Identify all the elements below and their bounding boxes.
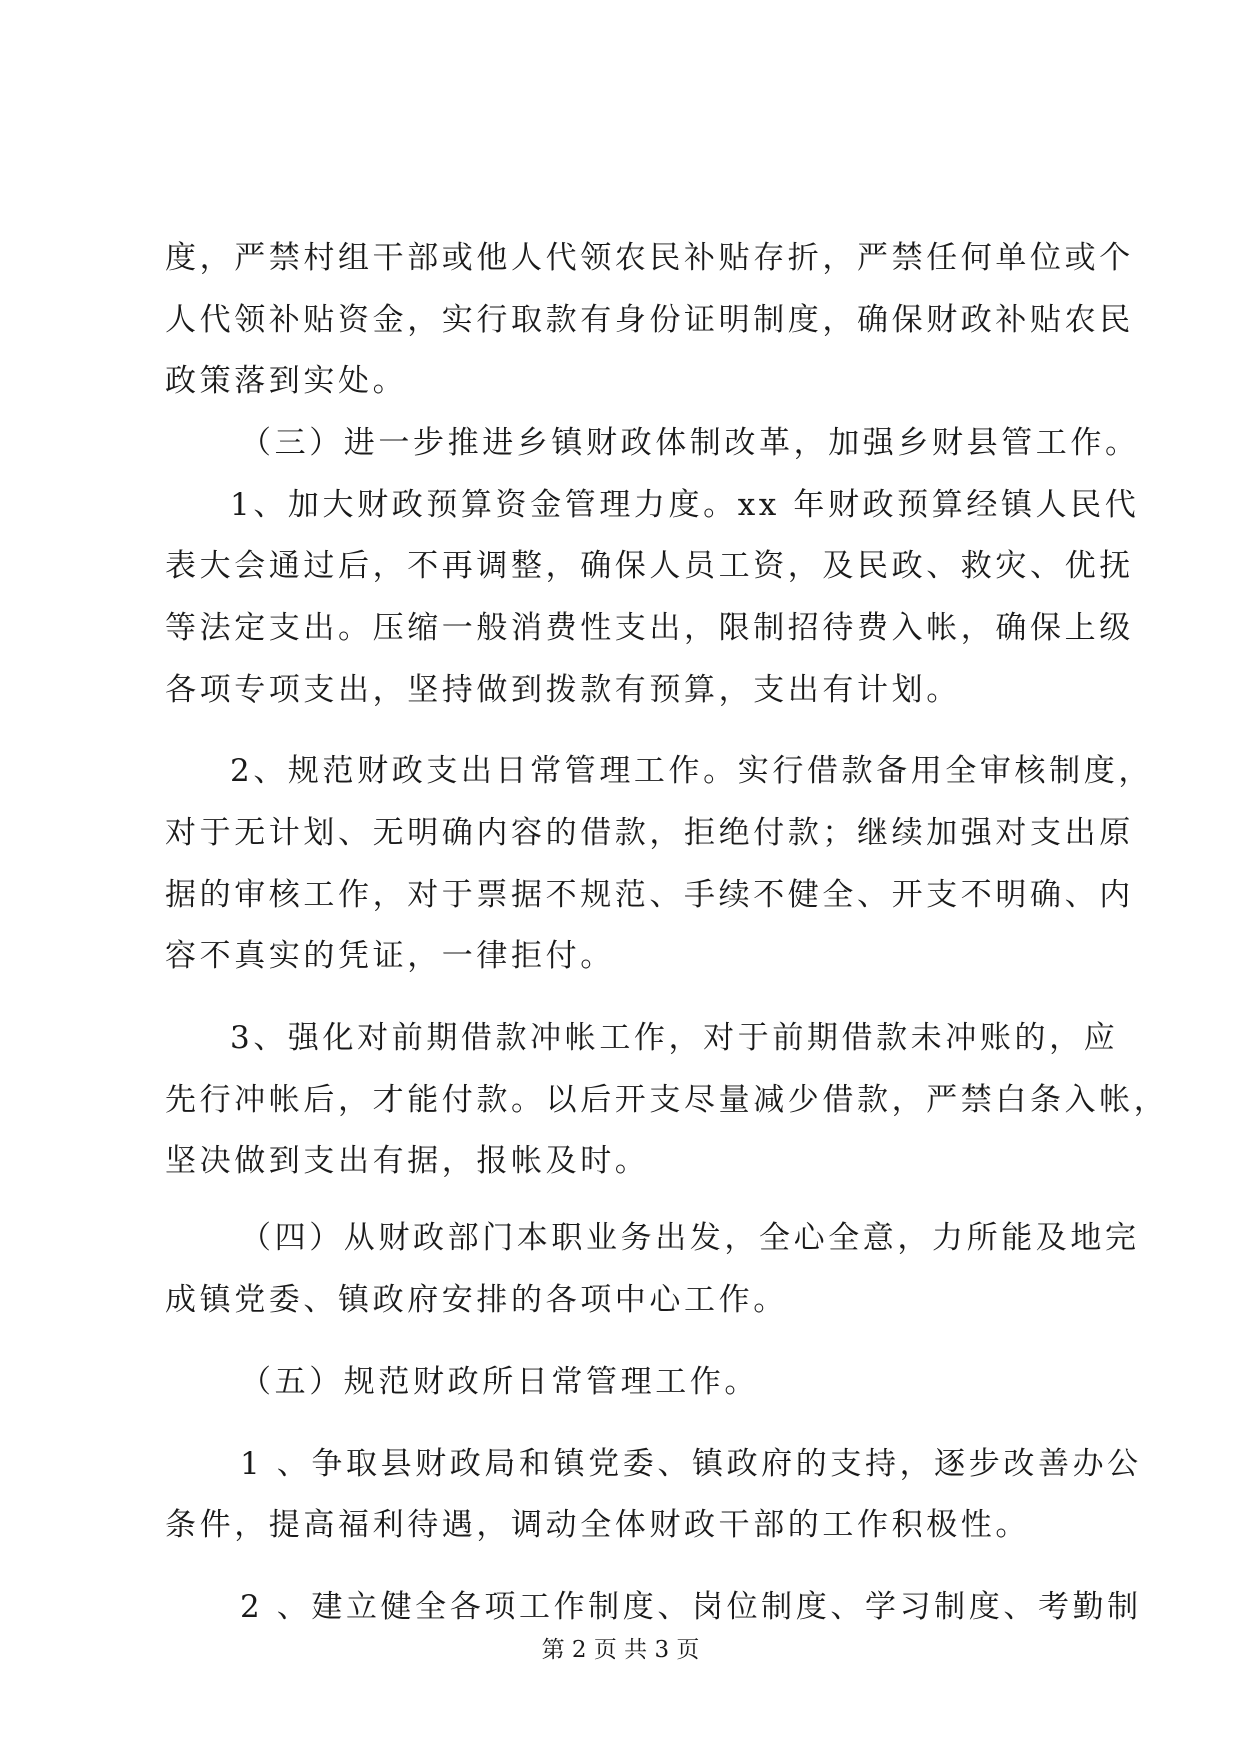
page-number-footer: 第 2 页 共 3 页 xyxy=(541,1637,700,1663)
paragraph-line: 3、强化对前期借款冲帐工作，对于前期借款未冲账的，应 xyxy=(230,1020,1119,1056)
paragraph-line: 先行冲帐后，才能付款。以后开支尽量减少借款，严禁白条入帐， xyxy=(165,1082,1169,1118)
paragraph-line: 政策落到实处。 xyxy=(165,363,408,399)
paragraph-line: 各项专项支出，坚持做到拨款有预算，支出有计划。 xyxy=(165,672,961,708)
section-heading: （三）进一步推进乡镇财政体制改革，加强乡财县管工作。 xyxy=(240,425,1140,461)
paragraph-line: 坚决做到支出有据，报帐及时。 xyxy=(165,1143,650,1179)
paragraph-line: 条件，提高福利待遇，调动全体财政干部的工作积极性。 xyxy=(165,1507,1030,1543)
paragraph-line: 成镇党委、镇政府安排的各项中心工作。 xyxy=(165,1282,788,1318)
paragraph-line: 据的审核工作，对于票据不规范、手续不健全、开支不明确、内 xyxy=(165,877,1134,913)
paragraph-line: 对于无计划、无明确内容的借款，拒绝付款；继续加强对支出原 xyxy=(165,815,1134,851)
paragraph-line: 2 、建立健全各项工作制度、岗位制度、学习制度、考勤制 xyxy=(240,1589,1142,1625)
paragraph-line: 1 、争取县财政局和镇党委、镇政府的支持，逐步改善办公 xyxy=(240,1446,1142,1482)
section-heading: （四）从财政部门本职业务出发，全心全意，力所能及地完 xyxy=(240,1220,1140,1256)
paragraph-line: 等法定支出。压缩一般消费性支出，限制招待费入帐，确保上级 xyxy=(165,610,1134,646)
paragraph-line: 人代领补贴资金，实行取款有身份证明制度，确保财政补贴农民 xyxy=(165,302,1134,338)
paragraph-line: 容不真实的凭证，一律拒付。 xyxy=(165,938,615,974)
paragraph-line: 度，严禁村组干部或他人代领农民补贴存折，严禁任何单位或个 xyxy=(165,240,1134,276)
paragraph-line: 2、规范财政支出日常管理工作。实行借款备用全审核制度， xyxy=(230,753,1153,789)
paragraph-line: 1、加大财政预算资金管理力度。xx 年财政预算经镇人民代 xyxy=(230,487,1140,523)
paragraph-line: 表大会通过后，不再调整，确保人员工资，及民政、救灾、优抚 xyxy=(165,548,1134,584)
section-heading: （五）规范财政所日常管理工作。 xyxy=(240,1364,759,1400)
